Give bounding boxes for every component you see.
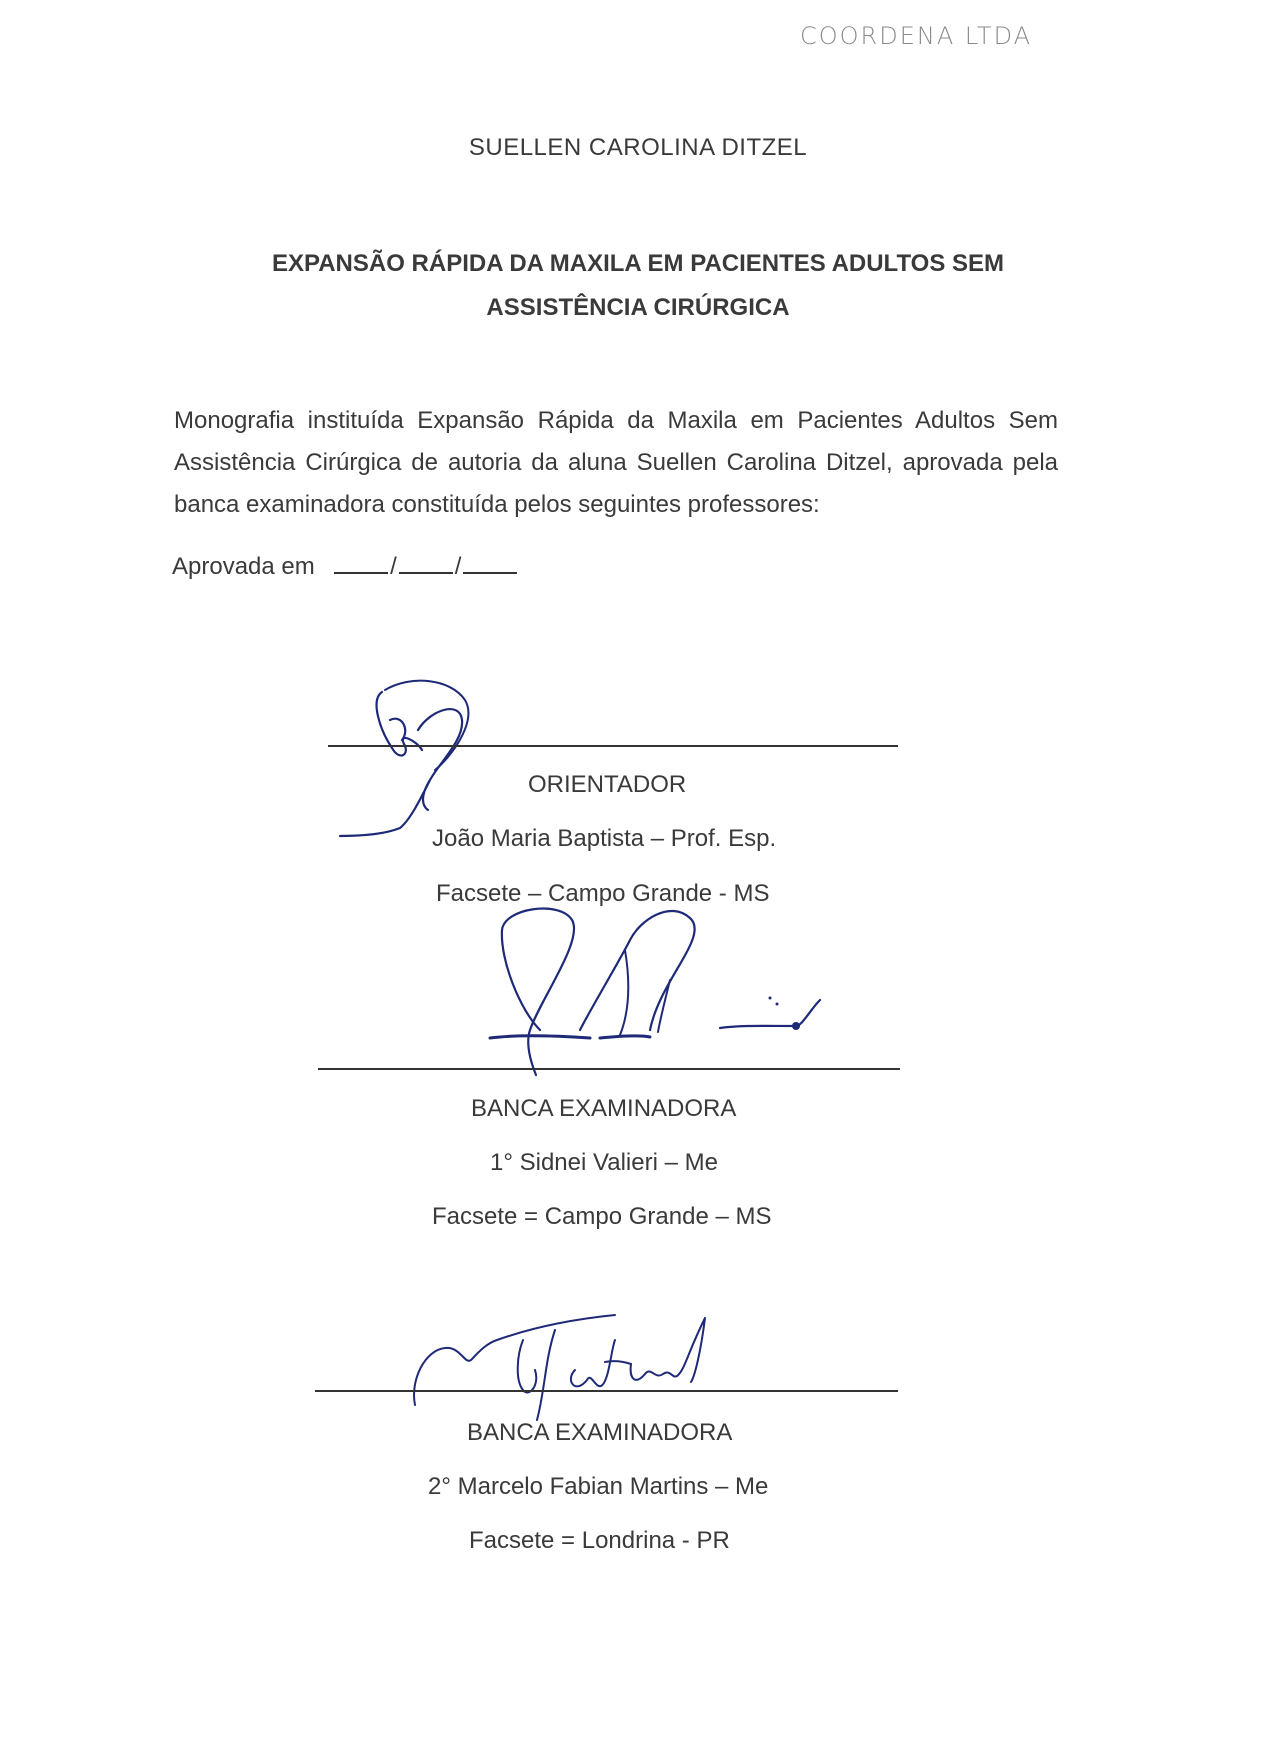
banca-1-institution: Facsete = Campo Grande – MS <box>432 1203 772 1230</box>
orientador-name: João Maria Baptista – Prof. Esp. <box>432 825 777 852</box>
banca-2-institution: Facsete = Londrina - PR <box>469 1527 730 1554</box>
approval-date-label: Aprovada em <box>172 553 315 580</box>
signature-line-banca-2 <box>315 1390 898 1392</box>
signature-line-orientador <box>328 745 898 747</box>
banca-2-name: 2° Marcelo Fabian Martins – Me <box>428 1473 769 1500</box>
document-title <box>0 242 1276 330</box>
signature-line-banca-1 <box>318 1068 900 1070</box>
approval-date <box>172 550 517 581</box>
date-day-blank <box>334 550 388 574</box>
banca-2-role: BANCA EXAMINADORA <box>467 1419 733 1446</box>
title-line-2: ASSISTÊNCIA CIRÚRGICA <box>486 294 790 321</box>
abstract-paragraph: Monografia instituída Expansão Rápida da Maxila em Pacientes Adultos Sem Assistência Cirúrgica de autoria da aluna Suellen Carolina Ditzel, aprovada pela banca examinadora constituída pelos seguintes professores: <box>174 407 1058 518</box>
signature-orientador <box>330 670 500 850</box>
signature-banca-1 <box>480 900 830 1075</box>
date-year-blank <box>463 550 517 574</box>
orientador-institution: Facsete – Campo Grande - MS <box>436 880 770 907</box>
title-line-1: EXPANSÃO RÁPIDA DA MAXILA EM PACIENTES ADULTOS SEM <box>271 250 1005 277</box>
author-name: SUELLEN CAROLINA DITZEL <box>468 134 808 161</box>
date-separator: / <box>390 553 397 580</box>
date-month-blank <box>399 550 453 574</box>
signature-banca-2 <box>405 1310 735 1430</box>
banca-1-name: 1° Sidnei Valieri – Me <box>490 1149 718 1176</box>
date-separator: / <box>454 553 462 580</box>
handwritten-note: COORDENA LTDA <box>800 22 1033 50</box>
orientador-role: ORIENTADOR <box>528 771 687 798</box>
banca-1-role: BANCA EXAMINADORA <box>471 1095 737 1122</box>
